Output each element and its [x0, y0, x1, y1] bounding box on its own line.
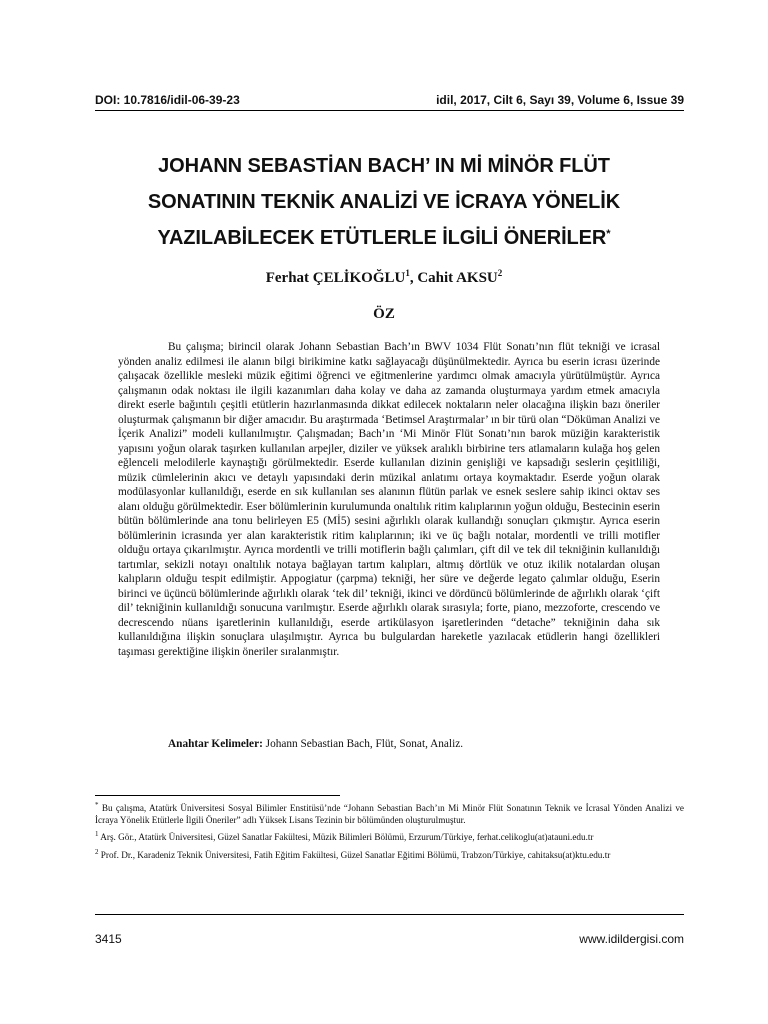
- footnote-star: [95, 800, 684, 826]
- abstract-text: Bu çalışma; birincil olarak Johann Sebastian Bach’ın BWV 1034 Flüt Sonatı’nın flüt tekniği ve icrasal yönden analiz edilmesi ile alanın bilgi birikimine katkı sağlayacağı düşünülmektedir. Ayrıca bu eserin icrası üzerinde çalışacak özellikle mesleki müzik eğitimi öğrenci ve eğitmenlerine yardımcı olmak amacıyla yürütülmüştür. Ayrıca çalışmanın odak noktası ile ilgili kazanımları daha kolay ve daha az zamanda oluşturmaya yardım etmek amacıyla direkt eserle bağıntılı çeşitli etütlerin hazırlanmasında dikkat edilecek noktaların neler olacağına ilişkin bazı öneriler oluşturmak çalışmanın bir diğer amacıdır. Bu araştırmada ‘Betimsel Araştırmalar’ ın bir türü olan “Döküman Analizi ve İçerik Analizi” modeli kullanılmıştır. Çalışmadan; Bach’ın ‘Mi Minör Flüt Sonatı’nın barok müziğin karakteristik yapısını yoğun olarak taşırken kullanılan arpejler, diziler ve yüksek aralıklı birbirine ters atlamaların kulağa hoş gelen eğlenceli melodilerle kaynaştığı görülmektedir. Eserde kullanılan dizinin genişliği ve kapsadığı seslerin çeşitliliği, müzik cümlelerinin akıcı ve detaylı yapısındaki derin müzikal anlatımı ortaya koymaktadır. Eserde yoğun olarak modülasyonlar kullanıldığı, eserde en sık kullanılan ses alanının flütün parlak ve esnek seslere sahip ikinci oktav ses alanı olduğu görülmektedir. Eser bölümlerinin kurulumunda onaltılık ritim kalıplarının yoğun olduğu, Bestecinin eserin bütün bölümlerinde ana tonu belirleyen E5 (Mİ5) sesini ağırlıklı olarak kullandığı sonuçları çıkmıştır. Ayrıca eserin bölümlerinin icrasında yer alan karakteristik ritim kalıplarının; iki ve üç bağlı notalar, mordentli ve trilli motifler olduğu ortaya çıkarılmıştır. Ayrıca mordentli ve trilli motiflerin bağlı çalımları, çift dil ve tek dil tekniğinin kullanıldığı tartımlar, sekizli notayı onaltılık notaya bağlayan tartım kalıpları, altmış dörtlük ve otuz ikilik notalardan oluşan kalıpların olduğu tespit edilmiştir. Appogiatur (çarpma) tekniği, her süre ve değerde legato çalımlar olduğu, Eserin birinci ve üçüncü bölümlerinde ağırlıklı olarak ‘tek dil’ tekniği, ikinci ve dördüncü bölümlerinde de ağırlıklı olarak ‘çift dil’ tekniğinin kullanıldığı sonucuna varılmıştır. Eserde ağırlıklı olarak sırasıyla; forte, piano, mezzoforte, crescendo ve decrescendo nüans işaretlerinin kullanıldığı, eserde artikülasyon işaretlerinden “detache” tekniğinin daha sık kullanıldığına ilişkin sonuçlara ulaşılmıştır. Ayrıca bu bulgulardan hareketle yazılacak etüdlerin hangi özellikleri taşıması gerektiğine ilişkin öneriler sıralanmıştır.: [118, 341, 660, 658]
- abstract-heading: ÖZ: [373, 306, 395, 322]
- header-rule: [95, 110, 684, 111]
- article-title: [80, 148, 688, 256]
- author-separator: ,: [409, 270, 418, 286]
- keywords: [168, 738, 668, 750]
- website-link[interactable]: www.idildergisi.com: [579, 932, 684, 946]
- journal-info: idil, 2017, Cilt 6, Sayı 39, Volume 6, Issue 39: [436, 93, 684, 107]
- keywords-value: Johann Sebastian Bach, Flüt, Sonat, Analiz.: [262, 738, 464, 750]
- keywords-label: Anahtar Kelimeler:: [168, 738, 263, 750]
- author-2: Cahit AKSU: [417, 270, 498, 286]
- footnotes: [95, 800, 684, 864]
- page-footer: [95, 932, 684, 946]
- running-header: [95, 93, 684, 107]
- footnote-text: Prof. Dr., Karadeniz Teknik Üniversitesi, Fatih Eğitim Fakültesi, Güzel Sanatlar Eğitimi Bölümü, Trabzon/Türkiye, cahitaksu(at)ktu.edu.tr: [98, 849, 611, 860]
- footer-rule: [95, 914, 684, 915]
- title-line-2: SONATININ TEKNİK ANALİZİ VE İCRAYA YÖNELİK: [147, 191, 621, 213]
- title-line-1: JOHANN SEBASTİAN BACH’ IN Mİ MİNÖR FLÜT: [158, 155, 610, 177]
- footnote-marker: *: [95, 801, 99, 809]
- footnote-text: Arş. Gör., Atatürk Üniversitesi, Güzel Sanatlar Fakültesi, Müzik Bilimleri Bölümü, Erzurum/Türkiye, ferhat.celikoglu(at)atauni.edu.tr: [98, 832, 594, 843]
- author-1: Ferhat ÇELİKOĞLU: [265, 270, 406, 286]
- footnote-text: Bu çalışma, Atatürk Üniversitesi Sosyal Bilimler Enstitüsü’nde “Johann Sebastian Bach’ın Mi Minör Flüt Sonatının Teknik ve İcrasal Yönden Analizi ve İcraya Yönelik Etütlerle İlgili Öneriler” adlı Yüksek Lisans Tezinin bir bölümünden oluşturulmuştur.: [95, 803, 684, 825]
- page-number: 3415: [95, 932, 122, 946]
- author-2-affiliation-marker: 2: [497, 268, 503, 278]
- footnote-1: [95, 829, 684, 844]
- footnote-rule: [95, 795, 340, 796]
- title-line-3: YAZILABİLECEK ETÜTLERLE İLGİLİ ÖNERİLER: [157, 227, 607, 249]
- title-footnote-marker: *: [606, 228, 611, 240]
- footnote-marker: 2: [95, 847, 99, 856]
- author-1-affiliation-marker: 1: [405, 268, 410, 278]
- doi: DOI: 10.7816/idil-06-39-23: [95, 93, 240, 107]
- author-line: [80, 268, 688, 287]
- footnote-marker: 1: [95, 830, 99, 839]
- footnote-2: [95, 847, 684, 862]
